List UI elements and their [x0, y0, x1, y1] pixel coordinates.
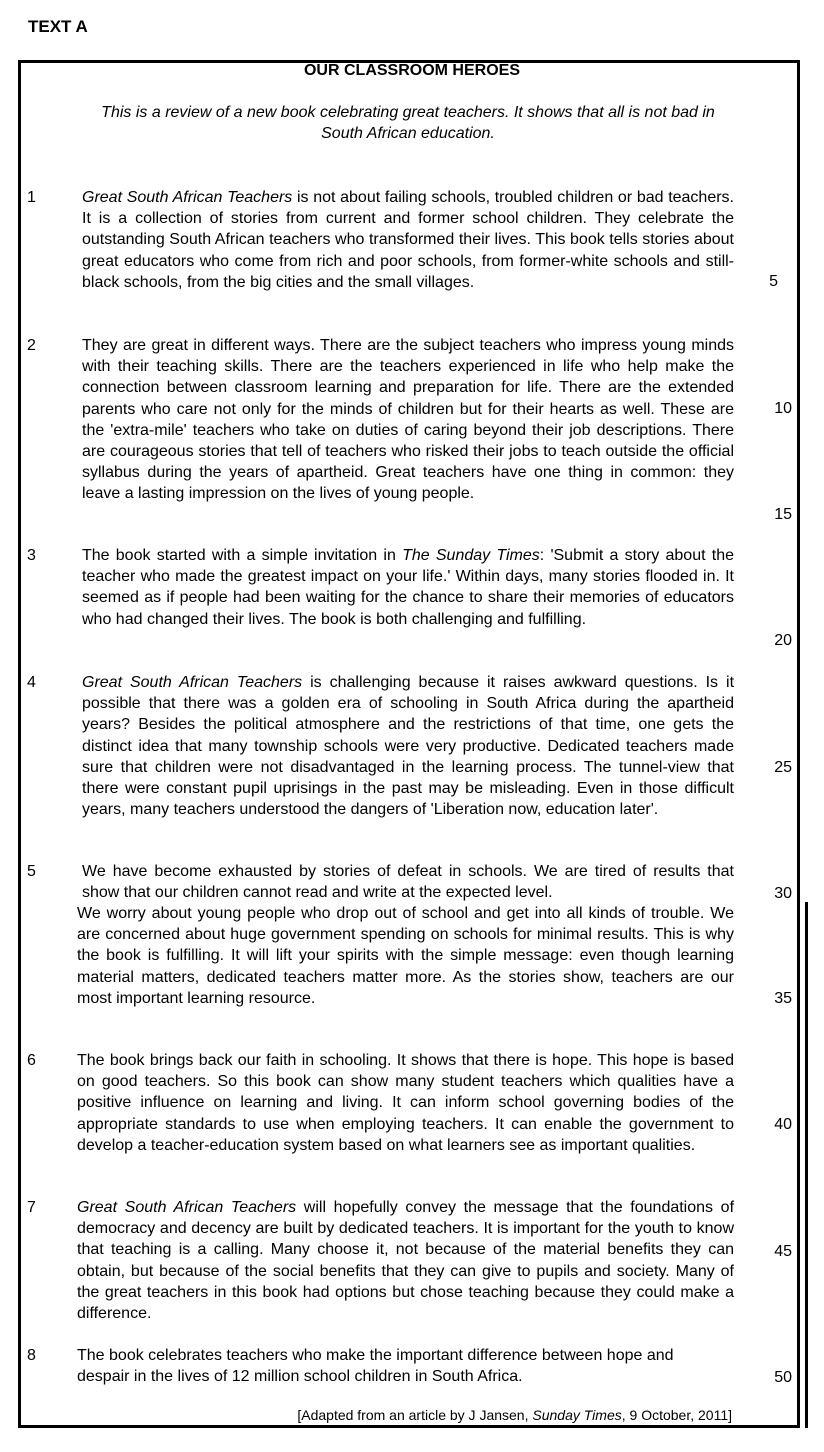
- paragraph-text: We have become exhausted by stories of defeat in schools. We are tired of results that show that our children cannot read and write at the expected level.: [82, 863, 734, 902]
- line-number: 50: [774, 1369, 792, 1386]
- newspaper-title: Sunday Times: [532, 1407, 622, 1423]
- paragraph-text: We worry about young people who drop out of school and get into all kinds of trouble. We are concerned about huge government spending on schools for minimal results. This is why the book is fulfilling. It will lift your spirits with the simple message: even though learning material matters, dedicated teachers matter more. As the stories show, teachers are our most important learning resource.: [77, 905, 734, 1007]
- line-number: 35: [774, 990, 792, 1007]
- paragraph-number: 1: [27, 189, 36, 206]
- line-number: 15: [774, 506, 792, 523]
- line-number: 25: [774, 759, 792, 776]
- paragraph-text: Great South African Teachers will hopefully convey the message that the foundations of democracy and decency are built by dedicated teachers. It is important for the youth to know that teaching is a calling. Many choose it, not because of the material benefits they can obtain, but because of the social benefits that they can give to pupils and society. Many of the great teachers in this book had options but chose teaching because they could make a difference.: [77, 1199, 735, 1323]
- line-number: 45: [774, 1243, 792, 1260]
- paragraph-text: The book started with a simple invitation in The Sunday Times: 'Submit a story about the teacher who made the greatest impact on your life.' Within days, many stories flooded in. It seemed as if people had been waiting for the chance to share their memories of educators who had changed their lives. The book is both challenging and fulfilling.: [82, 547, 735, 628]
- text-a-label: TEXT A: [28, 17, 88, 36]
- paragraph-text: Great South African Teachers is challenging because it raises awkward questions. Is it possible that there was a golden era of schooling in South Africa during the apartheid years? Besides the political atmosphere and the restrictions of that time, one gets the distinct idea that many township schools were very productive. Dedicated teachers made sure that children were not disadvantaged in the learning process. The tunnel-view that there were constant pupil uprisings in the past may be misleading. Even in those difficult years, many teachers understood the dangers of 'Liberation now, education later'.: [82, 674, 735, 819]
- source-citation: [Adapted from an article by J Jansen, Sunday Times, 9 October, 2011]: [297, 1407, 732, 1423]
- paragraph-number: 2: [27, 337, 36, 354]
- paragraph-text: The book celebrates teachers who make the important difference between hope and despair in the lives of 12 million school children in South Africa.: [77, 1347, 674, 1386]
- paragraph-number: 4: [27, 674, 36, 691]
- paragraph-text: Great South African Teachers is not about failing schools, troubled children or bad teachers. It is a collection of stories from current and former school children. They celebrate the outstanding South African teachers who transformed their lives. This book tells stories about great educators who come from rich and poor schools, from former-white schools and still-black schools, from the big cities and the small villages.: [82, 189, 735, 291]
- line-number: 20: [774, 632, 792, 649]
- paragraph-number: 7: [27, 1199, 36, 1216]
- book-title: Great South African Teachers: [82, 674, 303, 691]
- line-number: 5: [769, 273, 778, 290]
- paragraph-number: 3: [27, 547, 36, 564]
- newspaper-title: The Sunday Times: [402, 547, 540, 564]
- article-frame-edge: [800, 902, 808, 1428]
- book-title: Great South African Teachers: [82, 189, 293, 206]
- paragraph-number: 8: [27, 1347, 36, 1364]
- book-title: Great South African Teachers: [77, 1199, 297, 1216]
- paragraph-number: 6: [27, 1052, 36, 1069]
- line-number: 10: [774, 400, 792, 417]
- article-intro: This is a review of a new book celebrating great teachers. It shows that all is not bad in South African education.: [101, 104, 715, 142]
- paragraph-number: 5: [27, 863, 36, 880]
- line-number: 30: [774, 885, 792, 902]
- article-title: OUR CLASSROOM HEROES: [303, 62, 520, 79]
- paragraph-text: They are great in different ways. There are the subject teachers who impress young minds with their teaching skills. There are the teachers experienced in life who help make the connection between classroom learning and preparation for life. There are the extended parents who care not only for the minds of children but for their hearts as well. These are the 'extra-mile' teachers who take on duties of caring beyond their job descriptions. There are courageous stories that tell of teachers who risked their jobs to teach outside the official syllabus during the years of apartheid. Great teachers have one thing in common: they leave a lasting impression on the lives of young people.: [82, 337, 734, 503]
- paragraph-text: The book brings back our faith in schooling. It shows that there is hope. This hope is based on good teachers. So this book can show many student teachers which qualities have a positive influence on learning and living. It can inform school governing bodies of the appropriate standards to use when employing teachers. It can enable the government to develop a teacher-education system based on what learners see as important qualities.: [77, 1052, 734, 1154]
- line-number: 40: [774, 1116, 792, 1133]
